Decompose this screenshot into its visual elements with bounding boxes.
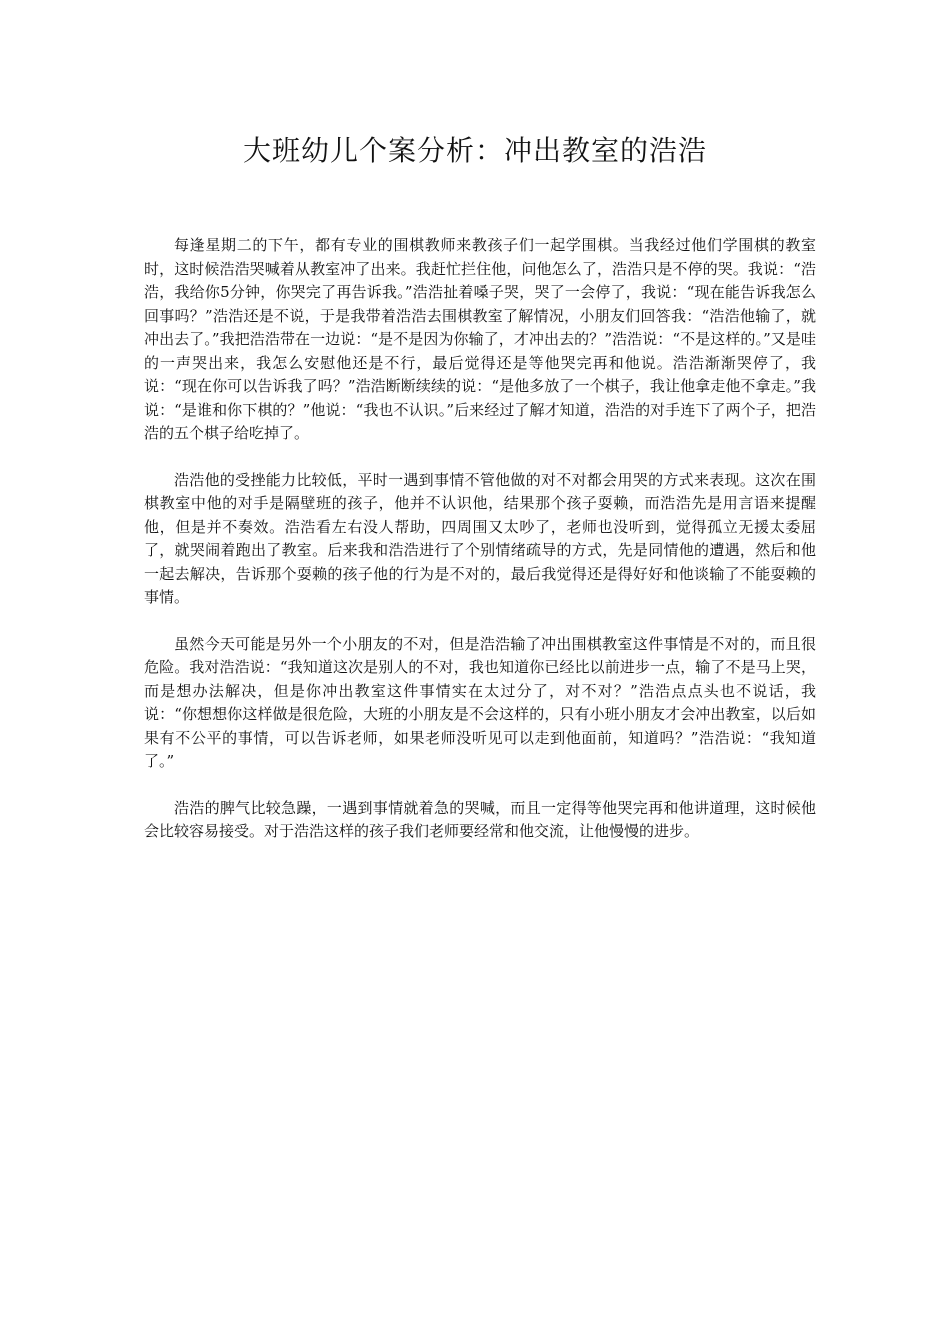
document-body [144,234,816,844]
paragraph-4: 浩浩的脾气比较急躁，一遇到事情就着急的哭喊，而且一定得等他哭完再和他讲道理，这时候他会比较容易接受。对于浩浩这样的孩子我们老师要经常和他交流，让他慢慢的进步。 [144,798,816,840]
document-title: 大班幼儿个案分析：冲出教室的浩浩 [242,134,707,167]
paragraph-2: 浩浩他的受挫能力比较低，平时一遇到事情不管他做的对不对都会用哭的方式来表现。这次在围棋教室中他的对手是隔壁班的孩子，他并不认识他，结果那个孩子耍赖，而浩浩先是用言语来提醒他，但是并不奏效。浩浩看左右没人帮助，四周围又太吵了，老师也没听到，觉得孤立无援太委屈了，就哭闹着跑出了教室。后来我和浩浩进行了个别情绪疏导的方式，先是同情他的遭遇，然后和他一起去解决，告诉那个耍赖的孩子他的行为是不对的，最后我觉得还是得好好和他谈输了不能耍赖的事情。 [144,470,816,606]
paragraph-3: 虽然今天可能是另外一个小朋友的不对，但是浩浩输了冲出围棋教室这件事情是不对的，而且很危险。我对浩浩说：“我知道这次是别人的不对，我也知道你已经比以前进步一点，输了不是马上哭，而是想办法解决，但是你冲出教室这件事情实在太过分了，对不对？”浩浩点点头也不说话，我说：“你想想你这样做是很危险，大班的小朋友是不会这样的，只有小班小朋友才会冲出教室，以后如果有不公平的事情，可以告诉老师，如果老师没听见可以走到他面前，知道吗？”浩浩说：“我知道了。” [144,634,816,770]
paragraph-1: 每逢星期二的下午，都有专业的围棋教师来教孩子们一起学围棋。当我经过他们学围棋的教室时，这时候浩浩哭喊着从教室冲了出来。我赶忙拦住他，问他怎么了，浩浩只是不停的哭。我说：“浩浩，我给你5分钟，你哭完了再告诉我。”浩浩扯着嗓子哭，哭了一会停了，我说：“现在能告诉我怎么回事吗？”浩浩还是不说，于是我带着浩浩去围棋教室了解情况，小朋友们回答我：“浩浩他输了，就冲出去了。”我把浩浩带在一边说：“是不是因为你输了，才冲出去的？”浩浩说：“不是这样的。”又是哇的一声哭出来，我怎么安慰他还是不行，最后觉得还是等他哭完再和他说。浩浩渐渐哭停了，我说：“现在你可以告诉我了吗？”浩浩断断续续的说：“是他多放了一个棋子，我让他拿走他不拿走。”我说：“是谁和你下棋的？”他说：“我也不认识。”后来经过了解才知道，浩浩的对手连下了两个子，把浩浩的五个棋子给吃掉了。 [144,236,816,442]
